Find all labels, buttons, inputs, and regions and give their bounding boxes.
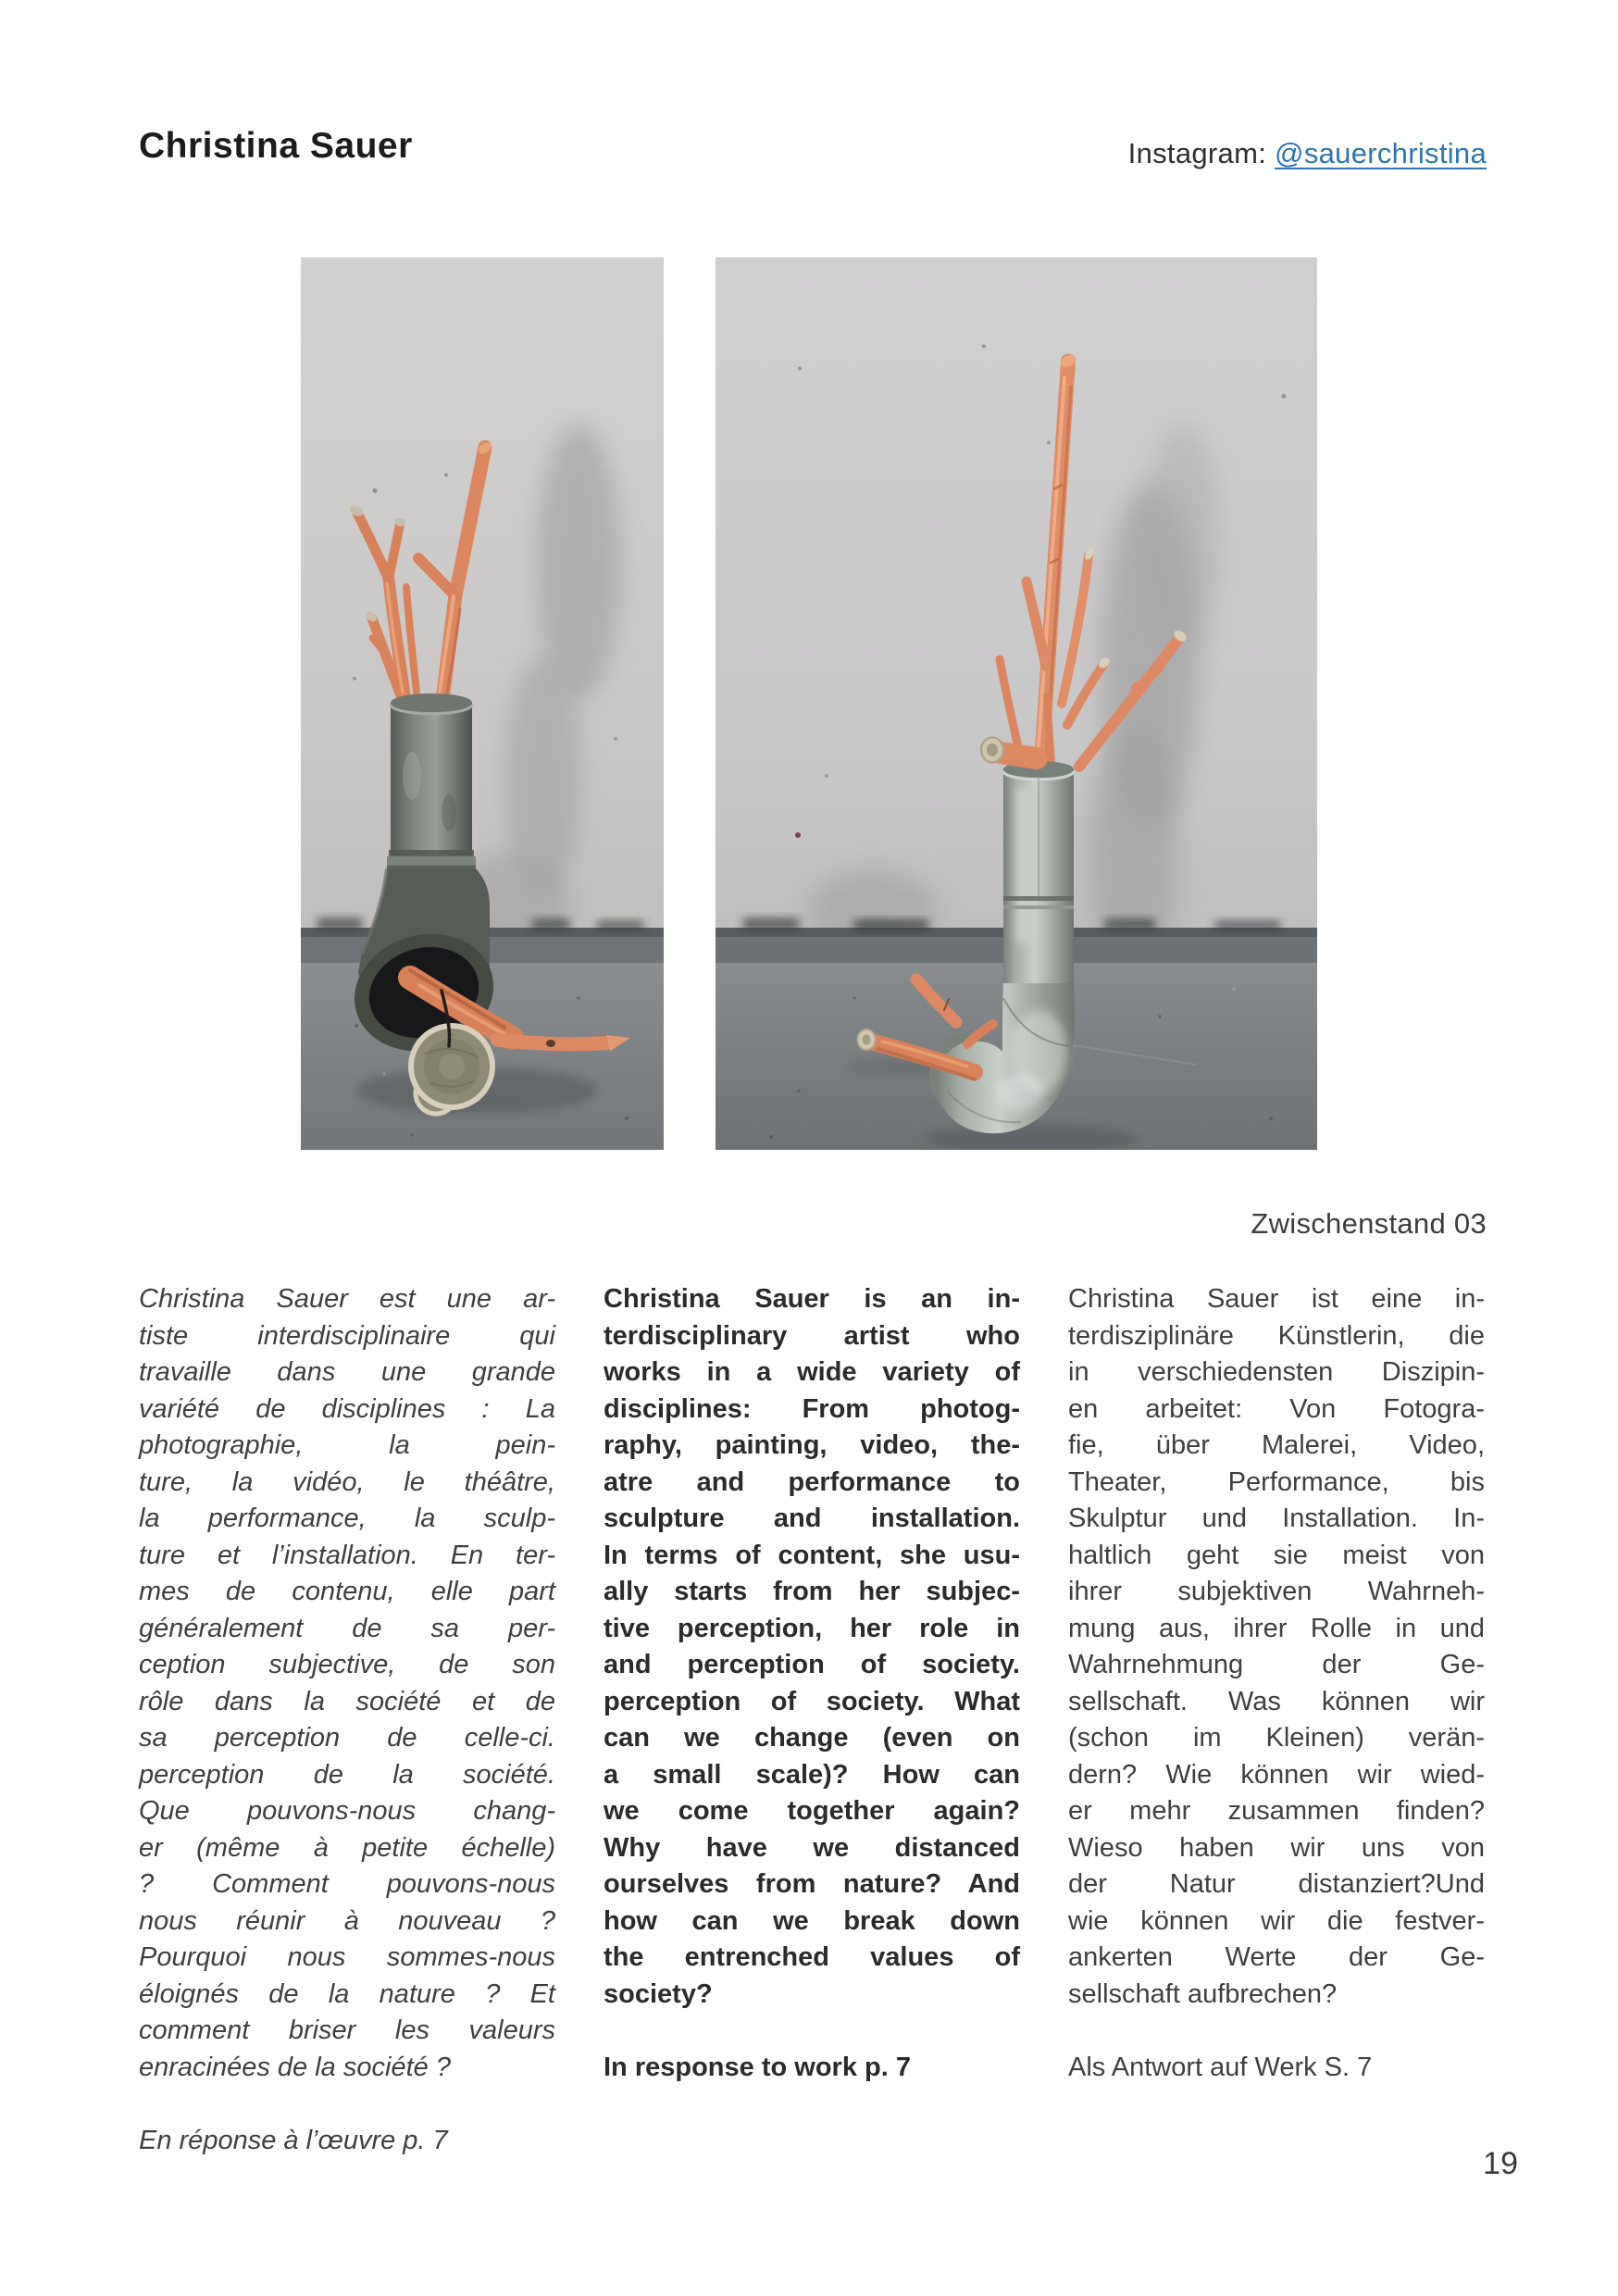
text-line: er mehr zusammen finden?	[1068, 1796, 1485, 1826]
text-line: nous réunir à nouveau ?	[139, 1905, 555, 1936]
text-line: travaille dans une grande	[139, 1357, 555, 1387]
text-line: and perception of society.	[604, 1650, 1020, 1679]
text-line: fie, über Malerei, Video,	[1068, 1430, 1485, 1460]
text-line: a small scale)? How can	[604, 1759, 1020, 1790]
text-line: Que pouvons-nous chang-	[139, 1796, 555, 1826]
text-line: perception de la société.	[139, 1759, 555, 1790]
text-line: disciplines: From photog-	[604, 1393, 1020, 1424]
instagram-handle-link[interactable]: @sauerchristina	[1275, 137, 1487, 169]
text-line: works in a wide variety of	[604, 1357, 1020, 1387]
text-line: ception subjective, de son	[139, 1650, 555, 1679]
text-line: la performance, la sculp-	[139, 1504, 555, 1533]
text-line: Christina Sauer is an in-	[604, 1284, 1020, 1314]
text-line: perception of society. What	[604, 1686, 1020, 1716]
text-line: Wieso haben wir uns von	[1068, 1832, 1485, 1863]
text-line: society?	[604, 1978, 713, 2009]
text-line: Theater, Performance, bis	[1068, 1466, 1485, 1497]
column-german	[1068, 1281, 1485, 2159]
artwork-photo-right	[716, 257, 1317, 1150]
text-line: terdisciplinary artist who	[604, 1320, 1020, 1351]
text-line: wie können wir die festver-	[1068, 1905, 1485, 1936]
column-french-text	[139, 1281, 555, 2086]
text-line: photographie, la pein-	[139, 1430, 555, 1460]
column-english	[604, 1281, 1020, 2159]
text-line: tive perception, her role in	[604, 1613, 1020, 1643]
column-german-text	[1068, 1281, 1485, 2013]
column-english-text	[604, 1281, 1020, 2013]
artwork-photo-left	[301, 257, 664, 1150]
page-title: Christina Sauer	[139, 126, 413, 166]
text-line: er (même à petite échelle)	[139, 1832, 555, 1863]
text-line: we come together again?	[604, 1796, 1020, 1826]
text-line: sellschaft aufbrechen?	[1068, 1978, 1338, 2009]
text-line: Wahrnehmung der Ge-	[1068, 1650, 1485, 1679]
text-line: can we change (even on	[604, 1723, 1020, 1753]
column-french	[139, 1281, 555, 2159]
metal-pipe	[1003, 761, 1074, 983]
artwork-caption: Zwischenstand 03	[1251, 1207, 1487, 1240]
text-line: haltlich geht sie meist von	[1068, 1540, 1485, 1570]
text-line: (schon im Kleinen) verän-	[1068, 1723, 1485, 1753]
text-line: mes de contenu, elle part	[139, 1577, 555, 1606]
text-line: ture, la vidéo, le théâtre,	[139, 1466, 555, 1497]
page-number: 19	[1483, 2146, 1518, 2181]
text-line: éloignés de la nature ? Et	[139, 1978, 555, 2009]
text-line: Christina Sauer ist eine in-	[1068, 1284, 1485, 1314]
text-line: Why have we distanced	[604, 1832, 1020, 1863]
text-line: ihrer subjektiven Wahrneh-	[1068, 1577, 1485, 1606]
text-line: tiste interdisciplinaire qui	[139, 1320, 555, 1351]
artwork-photo-left-graphic	[301, 257, 664, 1150]
column-french-footer: En réponse à l’œuvre p. 7	[139, 2125, 448, 2155]
text-line: raphy, painting, video, the-	[604, 1430, 1020, 1460]
column-german-footer: Als Antwort auf Werk S. 7	[1068, 2052, 1373, 2082]
text-line: dern? Wie können wir wied-	[1068, 1759, 1485, 1790]
text-line: ? Comment pouvons-nous	[139, 1869, 555, 1899]
text-line: ture et l’installation. En ter-	[139, 1540, 555, 1570]
text-line: how can we break down	[604, 1905, 1020, 1936]
text-line: In terms of content, she usu-	[604, 1540, 1020, 1570]
text-line: enracinées de la société ?	[139, 2052, 451, 2082]
text-line: terdisziplinäre Künstlerin, die	[1068, 1320, 1485, 1351]
text-line: in verschiedensten Diszipin-	[1068, 1357, 1485, 1387]
text-line: ourselves from nature? And	[604, 1869, 1020, 1899]
text-line: sculpture and installation.	[604, 1504, 1020, 1533]
text-line: généralement de sa per-	[139, 1613, 555, 1643]
text-line: rôle dans la société et de	[139, 1686, 555, 1716]
text-line: mung aus, ihrer Rolle in und	[1068, 1613, 1485, 1643]
text-line: en arbeitet: Von Fotogra-	[1068, 1393, 1485, 1424]
wall-background	[301, 257, 664, 963]
text-line: variété de disciplines : La	[139, 1393, 555, 1424]
text-line: der Natur distanziert?Und	[1068, 1869, 1485, 1899]
text-line: Christina Sauer est une ar-	[139, 1284, 555, 1314]
instagram-line	[1128, 137, 1487, 170]
text-line: Skulptur und Installation. In-	[1068, 1504, 1485, 1533]
text-line: sa perception de celle-ci.	[139, 1723, 555, 1753]
text-line: atre and performance to	[604, 1466, 1020, 1497]
text-line: ankerten Werte der Ge-	[1068, 1942, 1485, 1972]
text-line: Pourquoi nous sommes-nous	[139, 1942, 555, 1972]
text-line: ally starts from her subjec-	[604, 1577, 1020, 1606]
column-english-footer: In response to work p. 7	[604, 2052, 911, 2082]
text-line: the entrenched values of	[604, 1942, 1020, 1972]
instagram-label: Instagram:	[1127, 137, 1276, 169]
text-columns	[139, 1281, 1487, 2159]
text-line: sellschaft. Was können wir	[1068, 1686, 1485, 1716]
text-line: comment briser les valeurs	[139, 2015, 555, 2045]
artwork-photo-right-graphic	[716, 257, 1317, 1150]
